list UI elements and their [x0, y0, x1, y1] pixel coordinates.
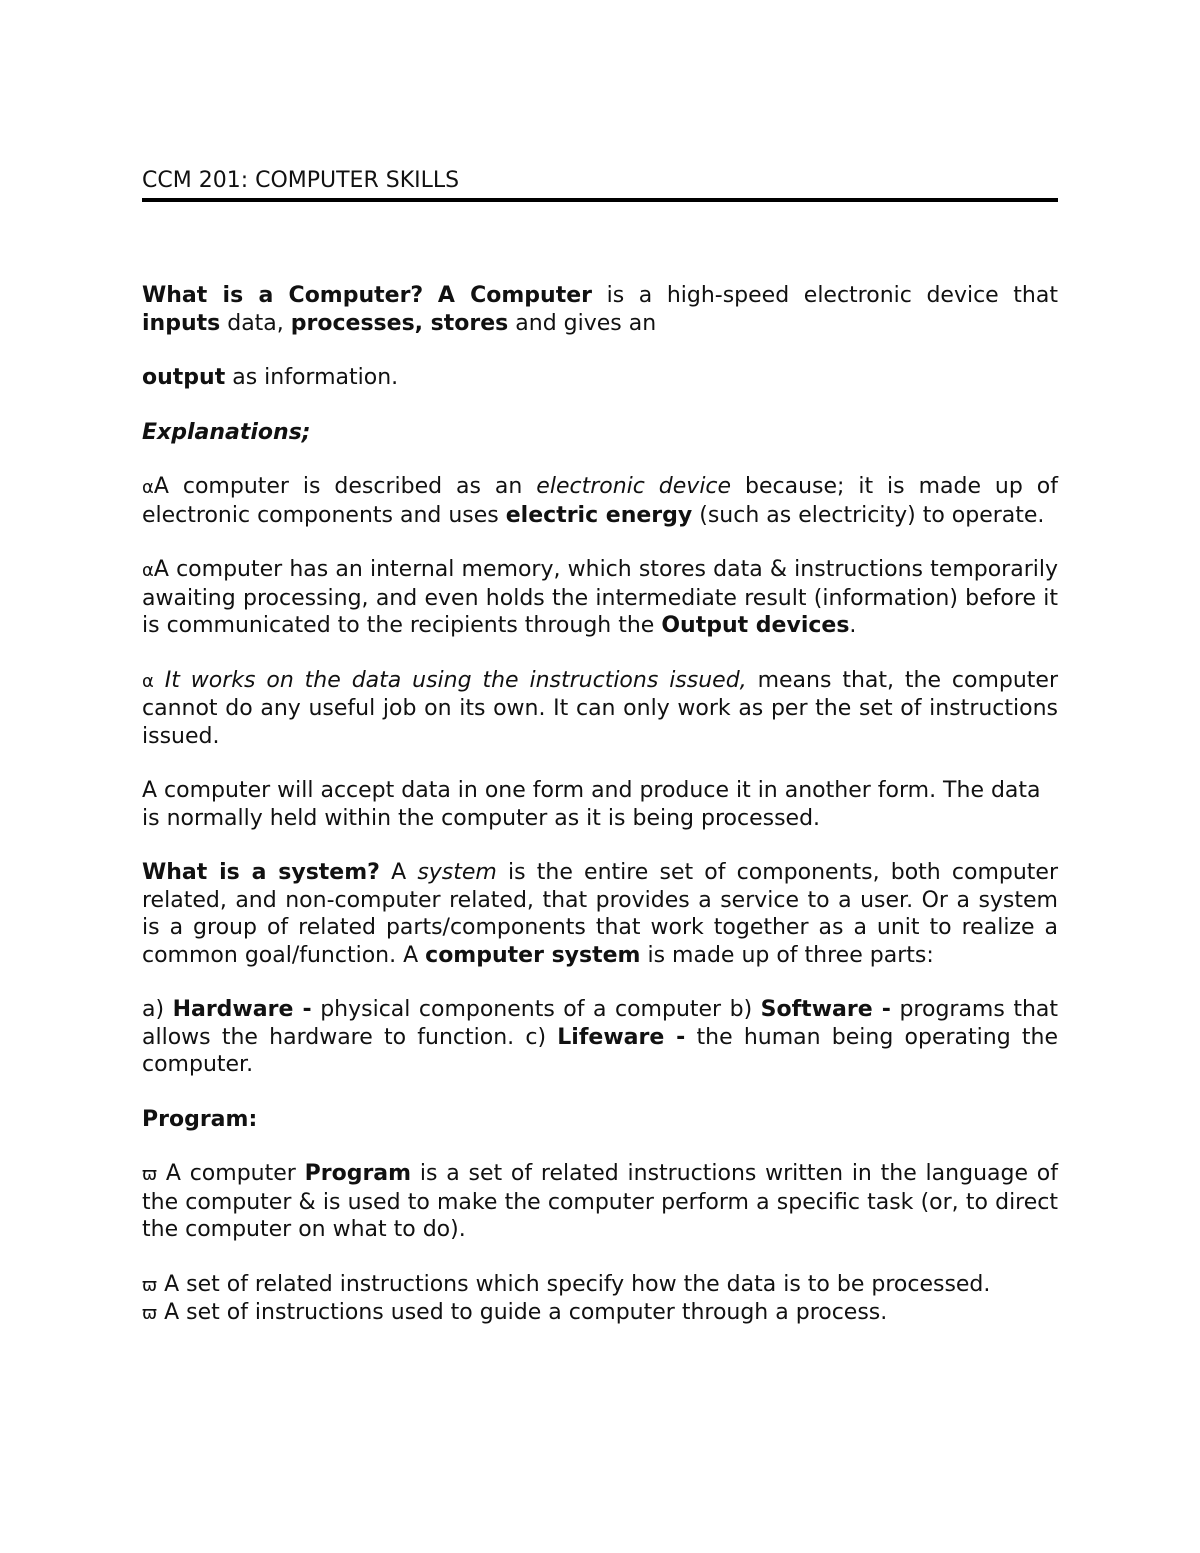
- pi-bullet-icon: ϖ: [142, 1303, 158, 1324]
- term-inputs: inputs: [142, 310, 221, 336]
- alpha-bullet-icon: α: [142, 670, 154, 692]
- alpha-bullet-icon: α: [142, 560, 154, 581]
- system-paragraph: What is a system? A system is the entire set of components, both computer related, and non-computer related, that provides a service to a user. Or a system is a group of related parts/components that work together as a unit to realize a common goal/function. A computer system is made up of three parts:: [142, 860, 1058, 968]
- document-body: [142, 282, 1058, 1328]
- term-output: output: [142, 365, 226, 390]
- parts-paragraph: a) Hardware - physical components of a computer b) Software - programs that allows the hardware to function. c) Lifeware - the human being operating the computer.: [142, 997, 1059, 1077]
- explanation-item-1: αA computer is described as an electronic device because; it is made up of electronic components and uses electric energy (such as electricity) to operate.: [142, 474, 1058, 528]
- header-rule: [142, 198, 1058, 202]
- alpha-bullet-icon: α: [142, 477, 154, 498]
- term-computer: A Computer: [437, 283, 592, 308]
- page-header: CCM 201: COMPUTER SKILLS: [142, 168, 460, 193]
- pi-bullet-icon: ϖ: [142, 1274, 158, 1296]
- accept-paragraph: A computer will accept data in one form and produce it in another form. The data is normally held within the computer as it is being processed.: [142, 778, 1041, 831]
- intro-output-line: output as information.: [142, 365, 399, 390]
- program-item-3: ϖ A set of instructions used to guide a computer through a process.: [142, 1299, 1058, 1328]
- explanations-heading: Explanations;: [142, 419, 311, 445]
- question-computer: What is a Computer?: [142, 283, 424, 308]
- program-item-1: ϖ A computer Program is a set of related instructions written in the language of the computer & is used to make the computer perform a specific task (or, to direct the computer on what to do).: [142, 1161, 1058, 1242]
- program-heading: Program:: [142, 1106, 258, 1132]
- explanation-item-2: αA computer has an internal memory, which stores data & instructions temporarily awaiting processing, and even holds the intermediate result (information) before it is communicated to the recipients through the Output devices.: [142, 557, 1058, 638]
- explanation-item-3: α It works on the data using the instructions issued, means that, the computer cannot do any useful job on its own. It can only work as per the set of instructions issued.: [142, 667, 1058, 749]
- pi-bullet-icon: ϖ: [142, 1164, 158, 1185]
- term-processes-stores: processes, stores: [290, 310, 509, 336]
- intro-paragraph: What is a Computer? A Computer is a high-speed electronic device that inputs data, processes, stores and gives an: [142, 283, 1058, 336]
- program-item-2: ϖ A set of related instructions which specify how the data is to be processed.: [142, 1271, 1058, 1300]
- question-system: What is a system?: [142, 860, 380, 885]
